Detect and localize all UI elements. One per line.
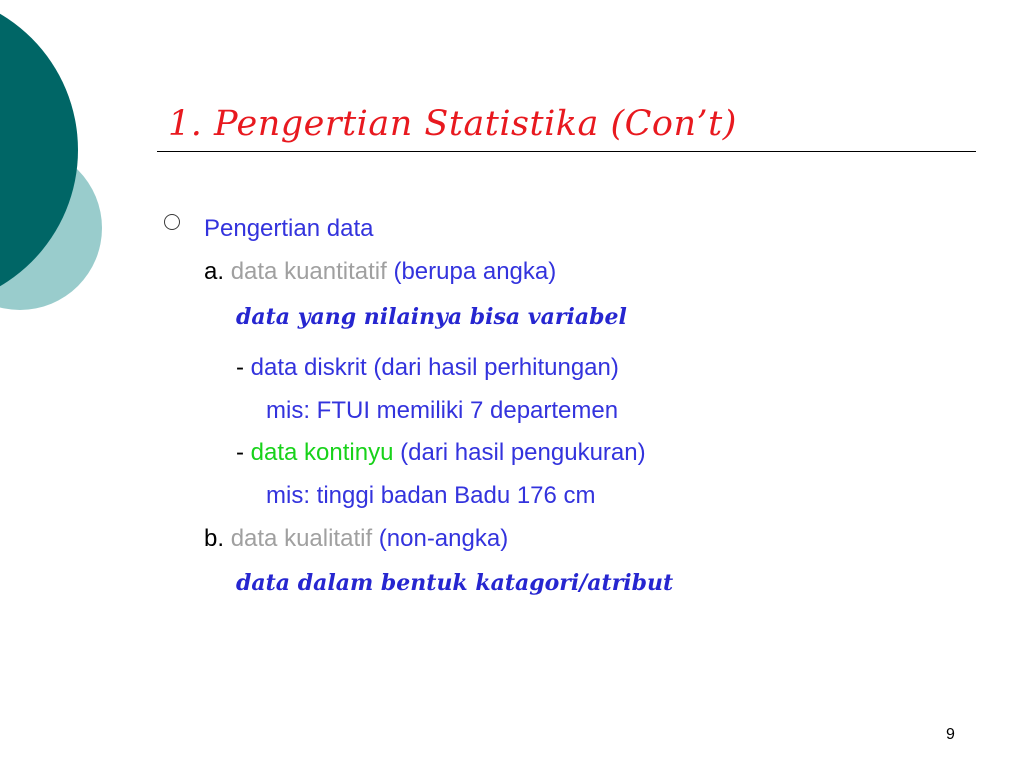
sub-item-kontinyu-dash: - xyxy=(236,439,244,466)
item-b-marker: b. xyxy=(204,525,225,552)
bullet-heading: Pengertian data xyxy=(204,215,374,242)
item-b-definition: data dalam bentuk katagori/atribut xyxy=(236,570,674,596)
item-a-line xyxy=(204,257,556,287)
hollow-circle-bullet-icon xyxy=(164,214,180,230)
sub-item-diskrit-example: mis: FTUI memiliki 7 departemen xyxy=(266,397,619,424)
slide-title: 1. Pengertian Statistika (Con’t) xyxy=(168,104,737,144)
item-a-marker: a. xyxy=(204,258,225,285)
decorative-circles xyxy=(0,0,120,400)
sub-item-diskrit xyxy=(236,353,619,383)
sub-item-diskrit-dash: - xyxy=(236,354,244,381)
item-a-term: data kuantitatif xyxy=(230,258,387,285)
sub-item-kontinyu-term: data kontinyu xyxy=(250,439,394,466)
sub-item-kontinyu xyxy=(236,438,646,468)
sub-item-kontinyu-text: (dari hasil pengukuran) xyxy=(400,439,646,466)
item-a-desc: (berupa angka) xyxy=(393,258,557,285)
item-a-definition: data yang nilainya bisa variabel xyxy=(236,304,627,330)
page-number: 9 xyxy=(946,726,955,743)
sub-item-kontinyu-example: mis: tinggi badan Badu 176 cm xyxy=(266,482,596,509)
item-b-line xyxy=(204,524,508,554)
item-b-term: data kualitatif xyxy=(230,525,373,552)
title-divider xyxy=(157,151,976,152)
sub-item-diskrit-text: data diskrit (dari hasil perhitungan) xyxy=(250,354,619,381)
item-b-desc: (non-angka) xyxy=(378,525,509,552)
